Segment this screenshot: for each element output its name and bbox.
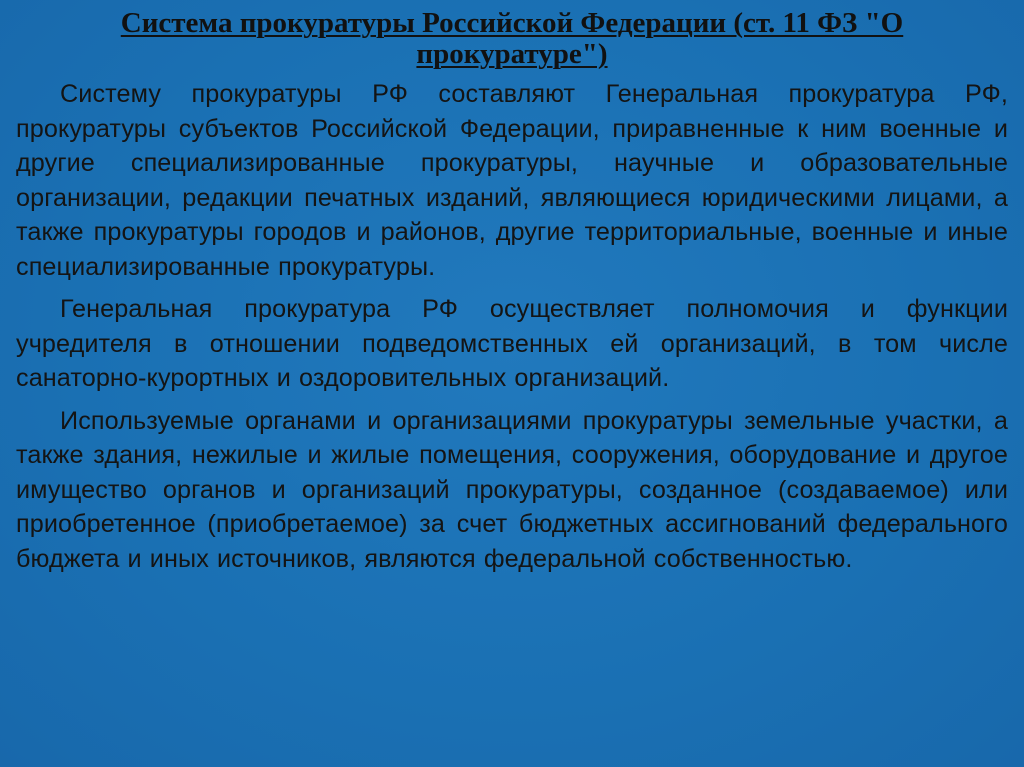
paragraph-federal-property: Используемые органами и организациями прокуратуры земельные участки, а также здания, нежилые и жилые помещения, сооружения, оборудование и другое имущество органов и организаций прокуратуры, созданное (создаваемое) или приобретенное (приобретаемое) за счет бюджетных ассигнований федерального бюджета и иных источников, являются федеральной собственностью. — [16, 406, 1008, 573]
paragraph-system-composition: Систему прокуратуры РФ составляют Генеральная прокуратура РФ, прокуратуры субъектов Российской Федерации, приравненные к ним военные и другие специализированные прокуратуры, научные и образовательные организации, редакции печатных изданий, являющиеся юридическими лицами, а также прокуратуры городов и районов, другие территориальные, военные и иные специализированные прокуратуры. — [16, 80, 1008, 281]
slide-title: Система прокуратуры Российской Федерации (ст. 11 ФЗ "О прокуратуре") — [120, 7, 904, 70]
paragraph-general-prosecutor-functions: Генеральная прокуратура РФ осуществляет полномочия и функции учредителя в отношении подведомственных ей организаций, в том числе санаторно-курортных и оздоровительных организаций. — [16, 295, 1008, 392]
